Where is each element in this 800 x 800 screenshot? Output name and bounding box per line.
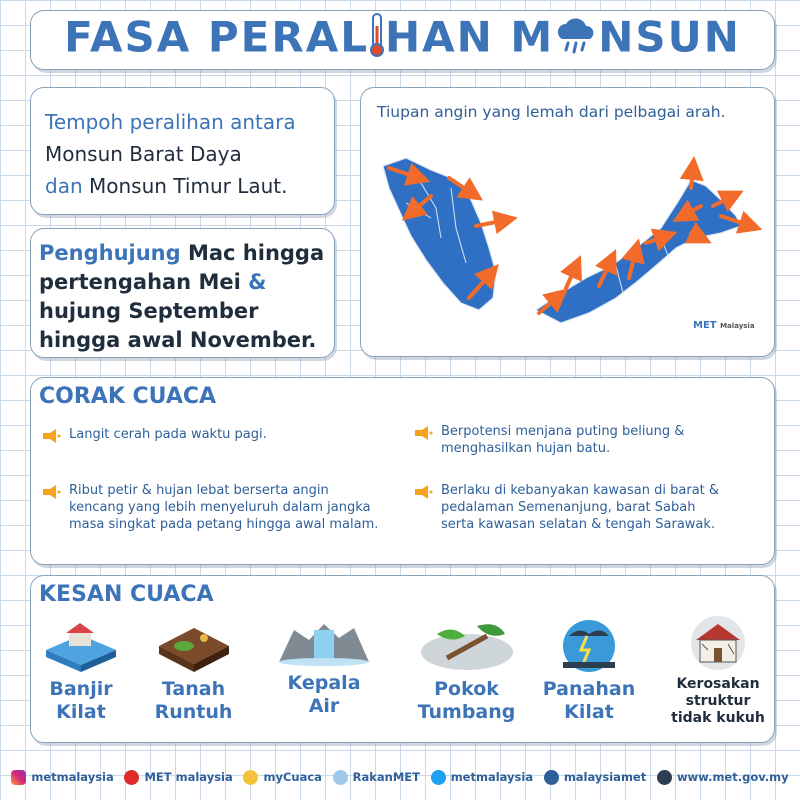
kesan-item-kerosakan: Kerosakan struktur tidak kukuh <box>663 614 773 727</box>
kesan-item-panahan: Panahan Kilat <box>539 618 639 724</box>
kesan-item-kepala-air: Kepala Air <box>269 620 379 718</box>
period-line-2: pertengahan Mei & <box>39 270 267 294</box>
wind-arrow <box>691 168 693 188</box>
facebook-link[interactable]: malaysiamet <box>544 770 646 785</box>
mycuaca-link[interactable]: myCuaca <box>243 770 321 785</box>
period-line-3: hujung September <box>39 299 259 323</box>
period-line-4: hingga awal November. <box>39 328 317 352</box>
rakanmet-icon <box>333 770 348 785</box>
megaphone-icon <box>413 484 433 500</box>
twitter-link[interactable]: metmalaysia <box>431 770 533 785</box>
title-part1: FASA PERAL <box>64 12 369 62</box>
corak-cuaca-card <box>30 377 775 565</box>
description-card <box>30 87 335 215</box>
globe-icon <box>657 770 672 785</box>
desc-line-1: Tempoh peralihan antara <box>45 110 296 134</box>
title-part2: HAN M <box>384 12 555 62</box>
desc-line-2: Monsun Barat Daya <box>45 142 242 166</box>
period-card <box>30 228 335 358</box>
thermometer-icon <box>369 12 385 68</box>
borneo-malaysia-shape <box>536 180 741 323</box>
youtube-link[interactable]: MET malaysia <box>124 770 232 785</box>
corak-item: Langit cerah pada waktu pagi. <box>41 426 361 444</box>
lightning-icon <box>559 618 619 674</box>
megaphone-icon <box>41 484 61 500</box>
period-line-1: Penghujung Mac hingga <box>39 241 325 265</box>
map-caption: Tiupan angin yang lemah dari pelbagai arah. <box>377 103 726 121</box>
corak-item: Berlaku di kebanyakan kawasan di barat & pedalaman Semenanjung, barat Sabah serta kawasan selatan & tengah Sarawak. <box>413 482 723 533</box>
kesan-item-pokok: Pokok Tumbang <box>409 616 524 724</box>
rain-cloud-icon <box>554 15 598 65</box>
corak-item: Ribut petir & hujan lebat berserta angin kencang yang lebih menyeluruh dalam jangka masa singkat pada petang hingga awal malam. <box>41 482 386 533</box>
malaysia-map <box>361 88 776 358</box>
waterfall-icon <box>274 620 374 668</box>
damaged-house-icon <box>688 614 748 672</box>
flood-icon <box>41 620 121 674</box>
instagram-icon <box>11 770 26 785</box>
website-link[interactable]: www.met.gov.my <box>657 770 789 785</box>
title-banner <box>30 10 775 70</box>
megaphone-icon <box>41 428 61 444</box>
facebook-icon <box>544 770 559 785</box>
instagram-link[interactable]: metmalaysia <box>11 770 113 785</box>
kesan-item-tanah: Tanah Runtuh <box>146 616 241 724</box>
youtube-icon <box>124 770 139 785</box>
megaphone-icon <box>413 425 433 441</box>
footer-social <box>0 762 800 792</box>
kesan-title: KESAN CUACA <box>39 582 214 607</box>
landslide-icon <box>154 616 234 674</box>
title-part3: NSUN <box>598 12 741 62</box>
kesan-item-banjir: Banjir Kilat <box>36 620 126 724</box>
rakanmet-link[interactable]: RakanMET <box>333 770 420 785</box>
mycuaca-icon <box>243 770 258 785</box>
corak-title: CORAK CUACA <box>39 384 217 409</box>
desc-line-3: dan Monsun Timur Laut. <box>45 174 288 198</box>
met-malaysia-logo: MET Malaysia <box>693 320 755 331</box>
corak-item: Berpotensi menjana puting beliung & menghasilkan hujan batu. <box>413 423 733 457</box>
kesan-cuaca-card <box>30 575 775 743</box>
page-title <box>64 12 741 68</box>
map-card <box>360 87 775 357</box>
twitter-icon <box>431 770 446 785</box>
fallen-tree-icon <box>417 616 517 674</box>
